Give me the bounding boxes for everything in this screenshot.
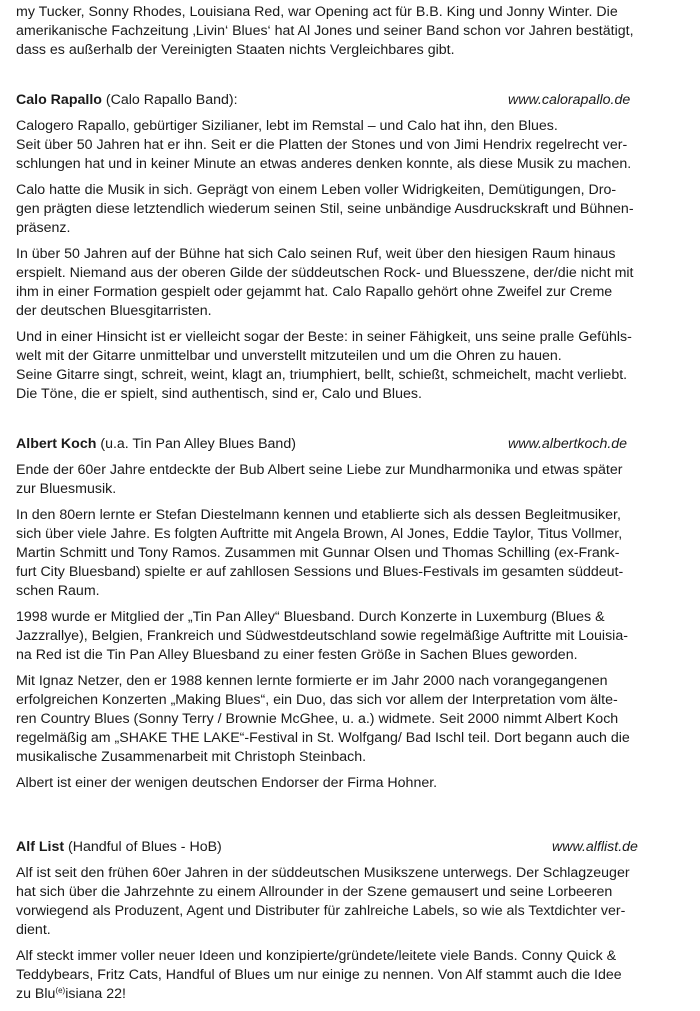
text-line: erfolgreichen Konzerten „Making Blues“, ein Duo, das sich vor allem der Interpretation vom älte- xyxy=(16,692,618,708)
text-fragment: isiana 22! xyxy=(65,986,126,1002)
text-line: Die Töne, die er spielt, sind authentisch, sind er, Calo und Blues. xyxy=(16,386,422,402)
text-line: In den 80ern lernte er Stefan Diestelmann kennen und etablierte sich als dessen Begleitmusiker, xyxy=(16,507,621,523)
paragraph xyxy=(16,672,688,767)
text-line: Und in einer Hinsicht ist er vielleicht sogar der Beste: in seiner Fähigkeit, uns seine pralle Gefühls- xyxy=(16,329,632,345)
paragraph xyxy=(16,181,688,238)
text-line: amerikanische Fachzeitung ‚Livin‘ Blues‘ hat Al Jones und seiner Band schon vor Jahren bestätigt, xyxy=(16,23,634,39)
text-line: ihm in einer Formation gespielt oder gejammt hat. Calo Rapallo gehört ohne Zweifel zur Creme xyxy=(16,284,613,300)
text-line: musikalische Zusammenarbeit mit Christoph Steinbach. xyxy=(16,749,367,765)
alf-list-section xyxy=(16,838,688,1004)
text-line: Calogero Rapallo, gebürtiger Sizilianer, lebt im Remstal – und Calo hat ihn, den Blues. xyxy=(16,118,558,134)
albert-koch-section xyxy=(16,435,688,793)
text-line: Mit Ignaz Netzer, den er 1988 kennen lernte formierte er im Jahr 2000 nach vorangegangenen xyxy=(16,673,608,689)
band-name: (u.a. Tin Pan Alley Blues Band) xyxy=(96,436,296,452)
paragraph xyxy=(16,506,688,601)
text-line: Ende der 60er Jahre entdeckte der Bub Albert seine Liebe zur Mundharmonika und etwas später xyxy=(16,462,623,478)
text-fragment: zu Blu xyxy=(16,986,56,1002)
paragraph xyxy=(16,117,688,174)
text-line: In über 50 Jahren auf der Bühne hat sich Calo seinen Ruf, weit über den hiesigen Raum hinaus xyxy=(16,246,616,262)
artist-name: Calo Rapallo xyxy=(16,92,102,108)
text-line: gen prägten diese letztendlich wiederum seinen Stil, seine unbändige Ausdruckskraft und Bühnen- xyxy=(16,201,634,217)
text-line: Albert ist einer der wenigen deutschen Endorser der Firma Hohner. xyxy=(16,775,438,791)
text-line: vorwiegend als Produzent, Agent und Distributer für zahlreiche Labels, so wie als Textdichter ver- xyxy=(16,903,626,919)
text-line: der deutschen Bluesgitarristen. xyxy=(16,303,212,319)
text-line: präsenz. xyxy=(16,220,71,236)
text-line: Jazzrallye), Belgien, Frankreich und Südwestdeutschland sowie regelmäßige Auftritte mit Louisia- xyxy=(16,628,628,644)
calo-rapallo-section xyxy=(16,91,688,404)
superscript: (e) xyxy=(55,986,66,995)
text-line: sich über viele Jahre. Es folgten Auftritte mit Angela Brown, Al Jones, Eddie Taylor, Titus Vollmer, xyxy=(16,526,623,542)
text-line: 1998 wurde er Mitglied der „Tin Pan Alley“ Bluesband. Durch Konzerte in Luxemburg (Blues & xyxy=(16,609,605,625)
document-page xyxy=(16,3,688,1011)
text-line: schlungen hat und in keiner Minute an etwas anderes denken konnte, als diese Musik zu machen. xyxy=(16,156,632,172)
section-header xyxy=(16,91,688,110)
text-line: Seine Gitarre singt, schreit, weint, klagt an, triumphiert, bellt, schießt, schmeichelt, macht verliebt. xyxy=(16,367,628,383)
text-line: Calo hatte die Musik in sich. Geprägt von einem Leben voller Widrigkeiten, Demütigungen, Dro- xyxy=(16,182,617,198)
text-line: Alf ist seit den frühen 60er Jahren in der süddeutschen Musikszene unterwegs. Der Schlagzeuger xyxy=(16,865,630,881)
band-name: (Calo Rapallo Band): xyxy=(101,92,238,108)
text-line: welt mit der Gitarre unmittelbar und unverstellt mitzuteilen und um die Ohren zu hauen. xyxy=(16,348,562,364)
text-line: zur Bluesmusik. xyxy=(16,481,117,497)
section-header xyxy=(16,838,688,857)
intro-section xyxy=(16,3,688,60)
paragraph xyxy=(16,864,688,940)
paragraph xyxy=(16,328,688,404)
band-name: (Handful of Blues - HoB) xyxy=(64,839,222,855)
text-line xyxy=(16,986,126,1002)
paragraph xyxy=(16,245,688,321)
text-line: hat sich über die Jahrzehnte zu einem Allrounder in der Szene gemausert und seine Lorbeeren xyxy=(16,884,613,900)
paragraph xyxy=(16,774,688,793)
artist-name: Albert Koch xyxy=(16,436,97,452)
text-line: schen Raum. xyxy=(16,583,100,599)
artist-name: Alf List xyxy=(16,839,65,855)
paragraph xyxy=(16,461,688,499)
intro-paragraph xyxy=(16,3,688,60)
text-line: my Tucker, Sonny Rhodes, Louisiana Red, war Opening act für B.B. King und Jonny Winter. Die xyxy=(16,4,618,20)
paragraph xyxy=(16,608,688,665)
website-link[interactable]: www.calorapallo.de xyxy=(508,92,631,108)
text-line: Seit über 50 Jahren hat er ihn. Seit er die Platten der Stones und von Jimi Hendrix regelrecht ver- xyxy=(16,137,628,153)
text-line: Alf steckt immer voller neuer Ideen und konzipierte/gründete/leitete viele Bands. Conny Quick & xyxy=(16,948,617,964)
text-line: Teddybears, Fritz Cats, Handful of Blues um nur einige zu nennen. Von Alf stammt auch die Idee xyxy=(16,967,622,983)
text-line: ren Country Blues (Sonny Terry / Brownie McGhee, u. a.) widmete. Seit 2000 nimmt Albert Koch xyxy=(16,711,619,727)
section-header xyxy=(16,435,688,454)
text-line: dient. xyxy=(16,922,51,938)
text-line: furt City Bluesband) spielte er auf zahllosen Sessions und Blues-Festivals im gesamten süddeut- xyxy=(16,564,624,580)
text-line: erspielt. Niemand aus der oberen Gilde der süddeutschen Rock- und Bluesszene, der/die nicht mit xyxy=(16,265,634,281)
text-line: dass es außerhalb der Vereinigten Staaten nichts Vergleichbares gibt. xyxy=(16,42,455,58)
paragraph xyxy=(16,947,688,1004)
text-line: Martin Schmitt und Tony Ramos. Zusammen mit Gunnar Olsen und Thomas Schilling (ex-Frank- xyxy=(16,545,620,561)
text-line: regelmäßig am „SHAKE THE LAKE“-Festival in St. Wolfgang/ Bad Ischl teil. Dort begann auch die xyxy=(16,730,630,746)
text-line: na Red ist die Tin Pan Alley Bluesband zu einer festen Größe in Sachen Blues geworden. xyxy=(16,647,578,663)
website-link[interactable]: www.albertkoch.de xyxy=(508,436,628,452)
website-link[interactable]: www.alflist.de xyxy=(552,839,638,855)
